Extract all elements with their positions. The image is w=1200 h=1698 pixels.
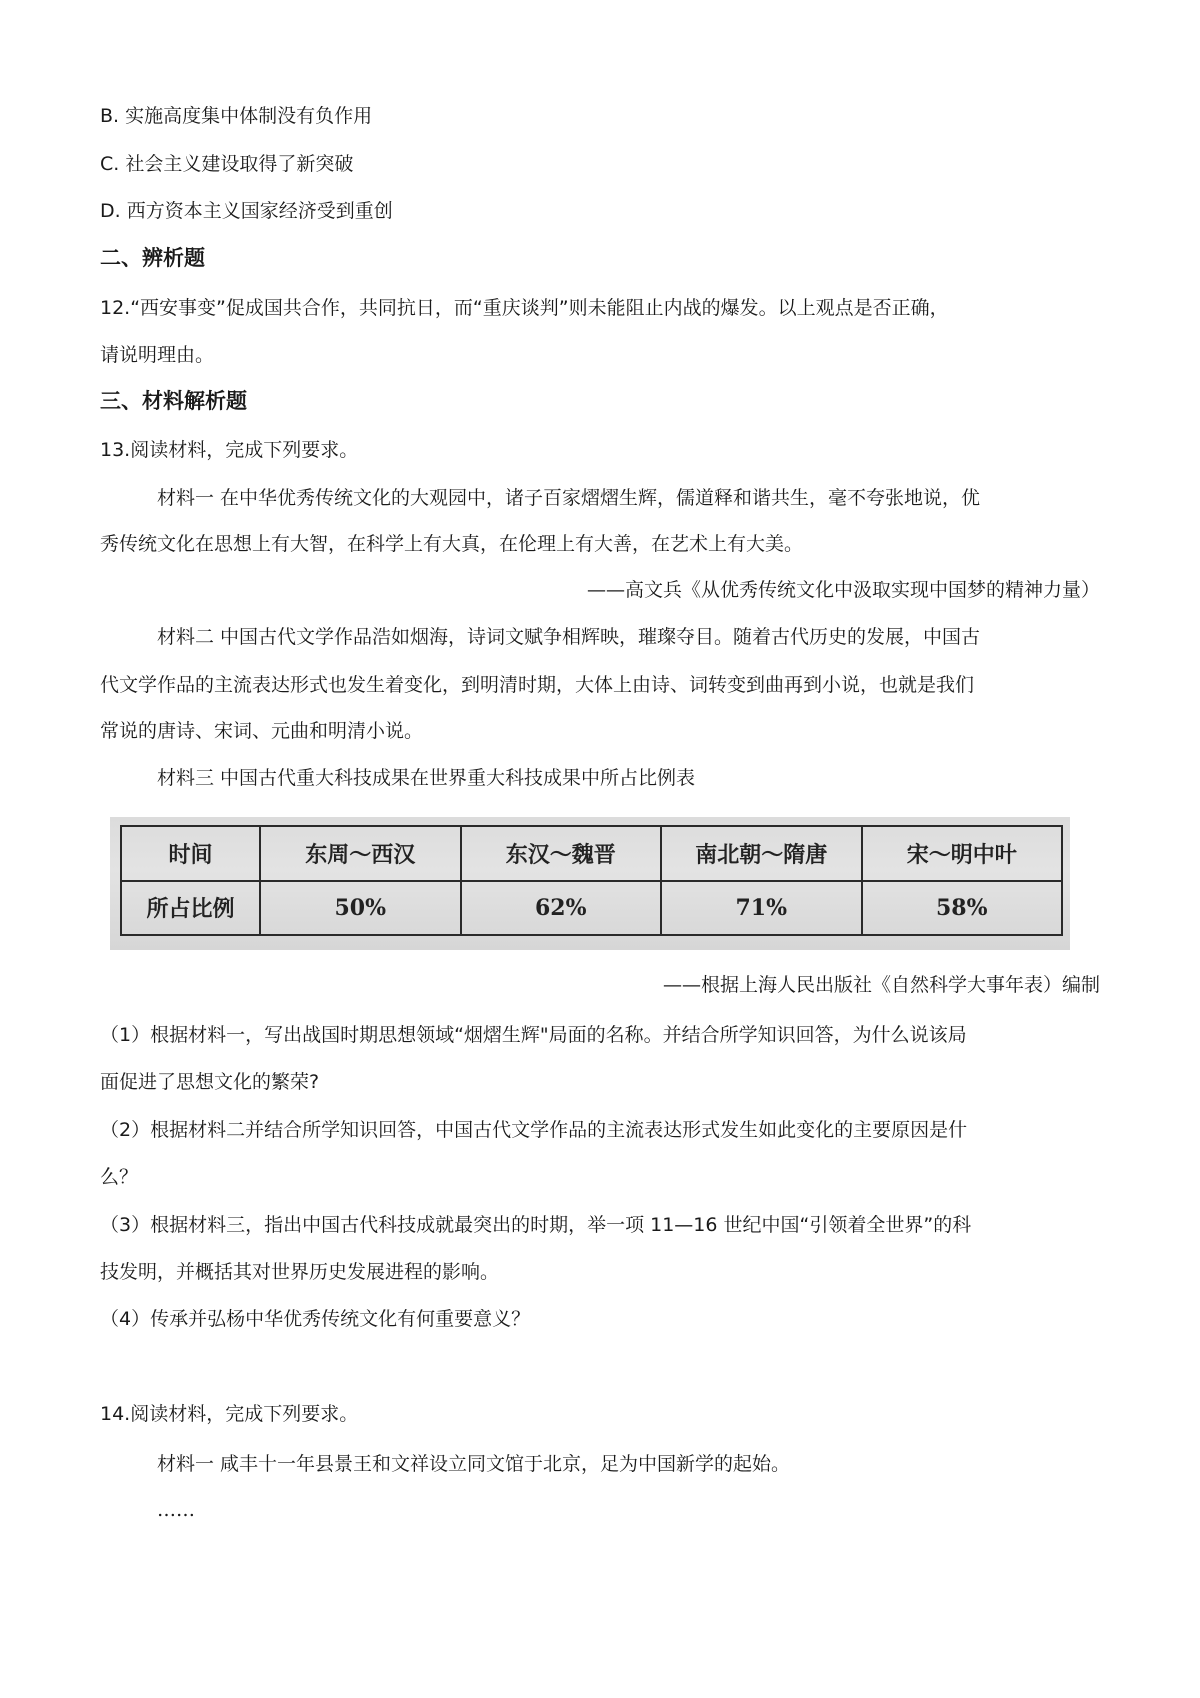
table-header-row bbox=[121, 826, 1062, 881]
table-cell: 71% bbox=[661, 881, 862, 936]
material-2-line2: 代文学作品的主流表达形式也发生着变化，到明清时期，大体上由诗、词转变到曲再到小说，也就是我们 bbox=[100, 674, 975, 696]
tech-ratio-table bbox=[120, 825, 1063, 936]
table-cell: 宋～明中叶 bbox=[862, 826, 1063, 881]
section-2-heading: 二、辨析题 bbox=[100, 246, 205, 270]
q13-sub2-line2: 么？ bbox=[100, 1166, 139, 1188]
q12-text-line1: 12.“西安事变”促成国共合作，共同抗日，而“重庆谈判”则未能阻止内战的爆发。以上观点是否正确， bbox=[100, 297, 949, 319]
option-b: B. 实施高度集中体制没有负作用 bbox=[100, 105, 373, 127]
material-2-line3: 常说的唐诗、宋词、元曲和明清小说。 bbox=[100, 720, 424, 742]
q14-title: 14.阅读材料，完成下列要求。 bbox=[100, 1403, 359, 1425]
q12-text-line2: 请说明理由。 bbox=[100, 344, 215, 366]
material-3-title: 材料三 中国古代重大科技成果在世界重大科技成果中所占比例表 bbox=[157, 767, 696, 789]
q13-sub4-line1: （4）传承并弘杨中华优秀传统文化有何重要意义？ bbox=[100, 1308, 531, 1330]
q14-ellipsis: …… bbox=[157, 1499, 195, 1521]
table-cell: 所占比例 bbox=[121, 881, 260, 936]
table-cell: 东周～西汉 bbox=[260, 826, 461, 881]
table-cell: 58% bbox=[862, 881, 1063, 936]
table-cell: 东汉～魏晋 bbox=[461, 826, 662, 881]
q14-material-1: 材料一 咸丰十一年县景王和文祥设立同文馆于北京，足为中国新学的起始。 bbox=[157, 1453, 791, 1475]
q13-sub1-line2: 面促进了思想文化的繁荣? bbox=[100, 1071, 320, 1093]
q13-sub2-line1: （2）根据材料二并结合所学知识回答，中国古代文学作品的主流表达形式发生如此变化的主要原因是什 bbox=[100, 1119, 968, 1141]
option-c: C. 社会主义建设取得了新突破 bbox=[100, 153, 354, 175]
table-cell: 62% bbox=[461, 881, 662, 936]
table-source: ——根据上海人民出版社《自然科学大事年表）编制 bbox=[662, 974, 1100, 996]
q13-title: 13.阅读材料，完成下列要求。 bbox=[100, 439, 359, 461]
option-d: D. 西方资本主义国家经济受到重创 bbox=[100, 200, 393, 222]
tech-ratio-table-photo bbox=[110, 817, 1070, 950]
table-row bbox=[121, 881, 1062, 936]
table-cell: 50% bbox=[260, 881, 461, 936]
material-2-line1: 材料二 中国古代文学作品浩如烟海，诗词文赋争相辉映，璀璨夺目。随着古代历史的发展，中国古 bbox=[157, 626, 981, 648]
table-cell: 时间 bbox=[121, 826, 260, 881]
material-1-source: ——高文兵《从优秀传统文化中汲取实现中国梦的精神力量） bbox=[586, 579, 1100, 601]
material-1-line1: 材料一 在中华优秀传统文化的大观园中，诸子百家熠熠生辉，儒道释和谐共生，毫不夸张地说，优 bbox=[157, 487, 981, 509]
q13-sub1-line1: （1）根据材料一，写出战国时期思想领域“烟熠生辉"局面的名称。并结合所学知识回答，为什么说该局 bbox=[100, 1024, 967, 1046]
q13-sub3-line1: （3）根据材料三，指出中国古代科技成就最突出的时期，举一项 11—16 世纪中国“引领着全世界”的科 bbox=[100, 1214, 972, 1236]
material-1-line2: 秀传统文化在思想上有大智，在科学上有大真，在伦理上有大善，在艺术上有大美。 bbox=[100, 533, 804, 555]
table-cell: 南北朝～隋唐 bbox=[661, 826, 862, 881]
q13-sub3-line2: 技发明，并概括其对世界历史发展进程的影响。 bbox=[100, 1261, 500, 1283]
section-3-heading: 三、材料解析题 bbox=[100, 389, 247, 413]
